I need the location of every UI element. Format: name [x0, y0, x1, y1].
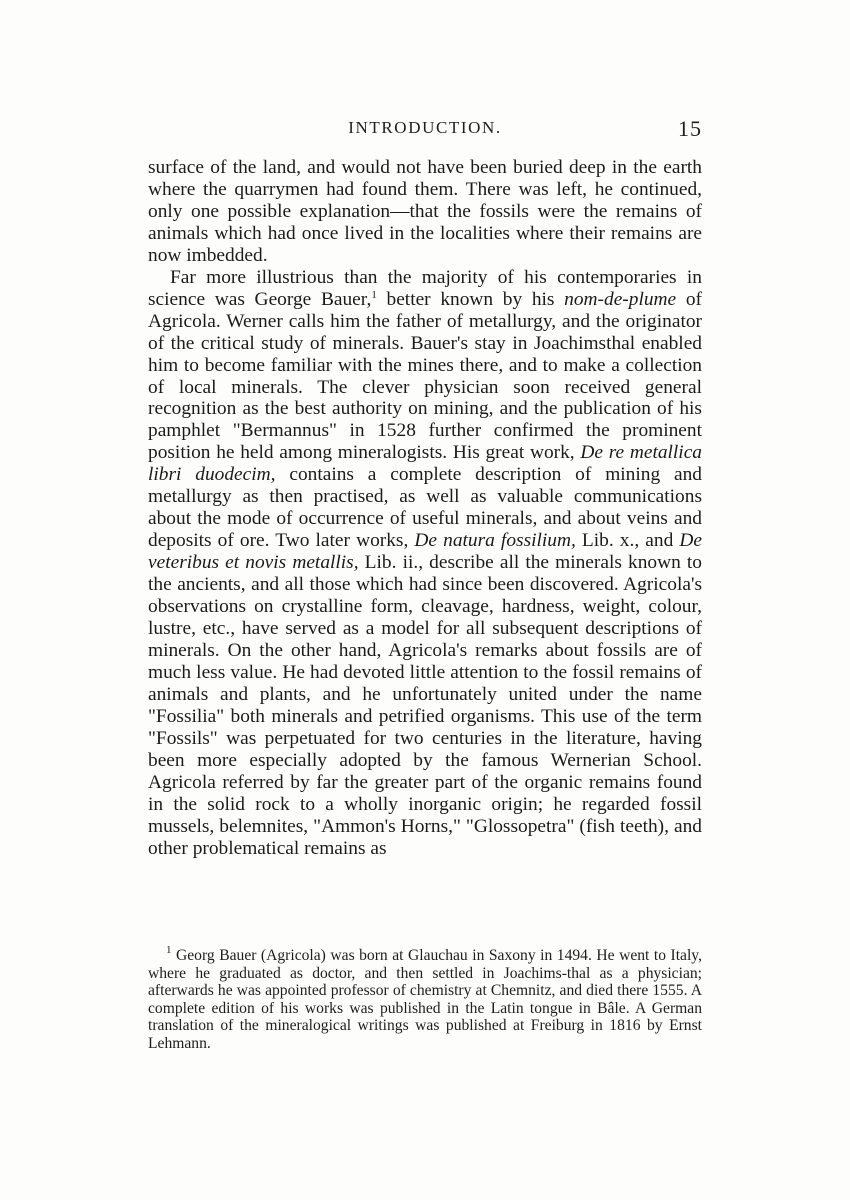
text-line: Lib. x., and: [575, 530, 680, 552]
text-line: authority on mining, and the publication of his pamphlet: [148, 398, 702, 442]
text-line: left, he continued, only one possible explanation—that the: [148, 178, 702, 222]
text-line: fossils were the remains of animals which had once lived in the: [148, 200, 702, 244]
text-line: Lib. ii., describe all the minerals known to the ancients,: [148, 552, 702, 596]
text-line: of Agricola. Werner calls him the father of metallurgy,: [148, 288, 702, 332]
footnote-number: 1: [166, 944, 172, 956]
text-line: "Glossopetra" (fish teeth), and other problematical remains as: [148, 815, 702, 859]
text-line: communications about the mode of occurrence of useful: [148, 486, 702, 530]
italic-title: De veteribus et novis metallis,: [148, 530, 702, 574]
text-line: remarks about fossils are of much less value. He had devoted: [148, 639, 703, 683]
text-line: localities where their remains are now imbedded.: [148, 222, 703, 266]
paragraph-1: [148, 157, 702, 267]
footnote-marker[interactable]: 1: [371, 288, 377, 301]
text-line: descriptions of minerals. On the other hand, Agricola's: [148, 618, 702, 661]
text-line: "Fossils" was perpetuated for two centuries in the literature,: [148, 727, 641, 749]
text-line: mineralogical writings was published at Freiburg in 1816 by Ernst: [265, 1017, 702, 1035]
text-line: position he held among mineralogists. His great work,: [148, 442, 581, 464]
text-line: in Joachimsthal enabled him to become familiar with the mines: [148, 332, 702, 376]
text-line: contains a complete description of: [275, 464, 592, 486]
text-line: having been more especially adopted by the famous Wernerian: [148, 727, 702, 771]
italic-title: De natura fossilium,: [414, 530, 576, 552]
text-line: observations on crystalline form, cleavage, hardness, weight,: [148, 596, 641, 618]
text-line: went to Italy, where he graduated as doctor, and then settled in Joachims-: [148, 947, 702, 982]
text-line: and all those which had since been discovered. Agricola's: [251, 574, 702, 596]
text-line: remains found in the solid rock to a wholly inorganic origin;: [148, 771, 702, 815]
text-line: colour, lustre, etc., have served as a model for all subsequent: [148, 596, 702, 640]
text-line: "Bermannus" in 1528 further confirmed the prominent: [232, 420, 702, 442]
text-line: surface of the land, and would not have been buried deep in: [148, 157, 627, 178]
text-line: published in the Latin tongue in Bâle. A German translation of the: [148, 999, 702, 1035]
text-line: and the originator of the critical study of minerals. Bauer's stay: [148, 310, 702, 354]
text-line: the earth where the quarrymen had found them. There was: [148, 157, 702, 200]
text-line: better known by his: [376, 288, 565, 310]
text-line: he regarded fossil mussels, belemnites, "Ammon's Horns,": [148, 793, 703, 837]
running-head: [148, 118, 702, 146]
italic-term: nom-de-plume: [564, 288, 677, 310]
body-text: [148, 157, 702, 860]
text-line: Lehmann.: [148, 1034, 211, 1052]
footnote: [148, 944, 702, 1053]
chapter-title: INTRODUCTION.: [348, 118, 502, 137]
page-number: 15: [678, 116, 702, 141]
text-line: minerals and petrified organisms. This use of the term: [271, 705, 702, 727]
text-line: minerals, and about veins and deposits of ore. Two later: [148, 508, 702, 552]
text-line: Far more illustrious than the majority of his contemporaries: [170, 266, 677, 288]
text-line: in science was George Bauer,: [148, 266, 702, 310]
text-line: there, and to make a collection of local minerals. The clever: [148, 354, 702, 398]
text-line: Chemnitz, and died there 1555. A complete edition of his works was: [148, 982, 702, 1017]
text-line: little attention to the fossil remains of animals and plants, and: [148, 661, 702, 705]
text-line: School. Agricola referred by far the greater part of the organic: [148, 749, 702, 793]
text-line: he unfortunately united under the name "Fossilia" both: [148, 683, 702, 727]
paragraph-2: [148, 267, 702, 860]
text-line: Georg Bauer (Agricola) was born at Glauchau in Saxony in 1494. He: [171, 947, 615, 964]
footnote-text: [148, 944, 702, 1053]
text-line: physician soon received general recognition as the best: [148, 376, 702, 420]
italic-title: De re metallica libri duodecim,: [148, 442, 702, 486]
text-line: works,: [356, 530, 415, 552]
text-line: thal as a physician; afterwards he was appointed professor of chemistry at: [148, 964, 702, 1000]
text-line: mining and metallurgy as then practised, as well as valuable: [148, 464, 702, 508]
